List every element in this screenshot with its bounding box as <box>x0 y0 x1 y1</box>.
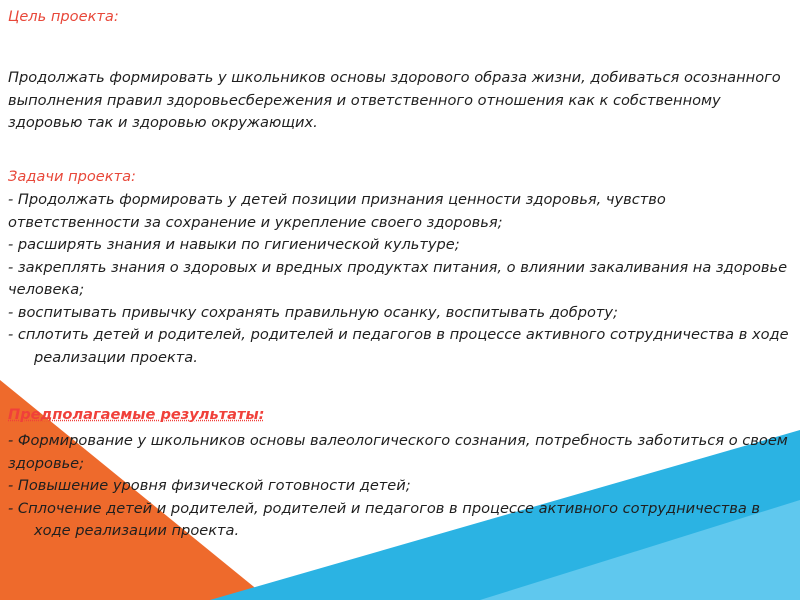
results-item: - Повышение уровня физической готовности детей; <box>8 477 411 494</box>
tasks-item: - сплотить детей и родителей, родителей и педагогов в процессе активного сотрудничества в ходе реализации проекта. <box>8 326 789 366</box>
tasks-item: - воспитывать привычку сохранять правильную осанку, воспитывать доброту; <box>8 303 618 321</box>
results-list <box>8 430 798 543</box>
tasks-item: - Продолжать формировать у детей позиции признания ценности здоровья, чувство ответственности за сохранение и укрепление своего здоровья; <box>8 191 666 231</box>
goal-text: Продолжать формировать у школьников основы здорового образа жизни, добиваться осознанного выполнения правил здоровьесбережения и ответственного отношения как к собственному здоровью так и здоровью окружающих. <box>8 69 781 131</box>
tasks-list <box>8 189 798 369</box>
results-item: - Сплочение детей и родителей, родителей и педагогов в процессе активного сотрудничества в ходе реализации проекта. <box>8 499 761 539</box>
results-item: - Формирование у школьников основы валеологического сознания, потребность заботиться о своем здоровье; <box>8 432 788 472</box>
results-heading: Предполагаемые результаты: <box>8 406 265 423</box>
tasks-item: - расширять знания и навыки по гигиенической культуре; <box>8 236 460 253</box>
goal-heading: Цель проекта: <box>8 8 119 25</box>
tasks-heading: Задачи проекта: <box>8 168 136 185</box>
tasks-item: - закреплять знания о здоровых и вредных продуктах питания, о влиянии закаливания на здоровье человека; <box>8 258 788 298</box>
